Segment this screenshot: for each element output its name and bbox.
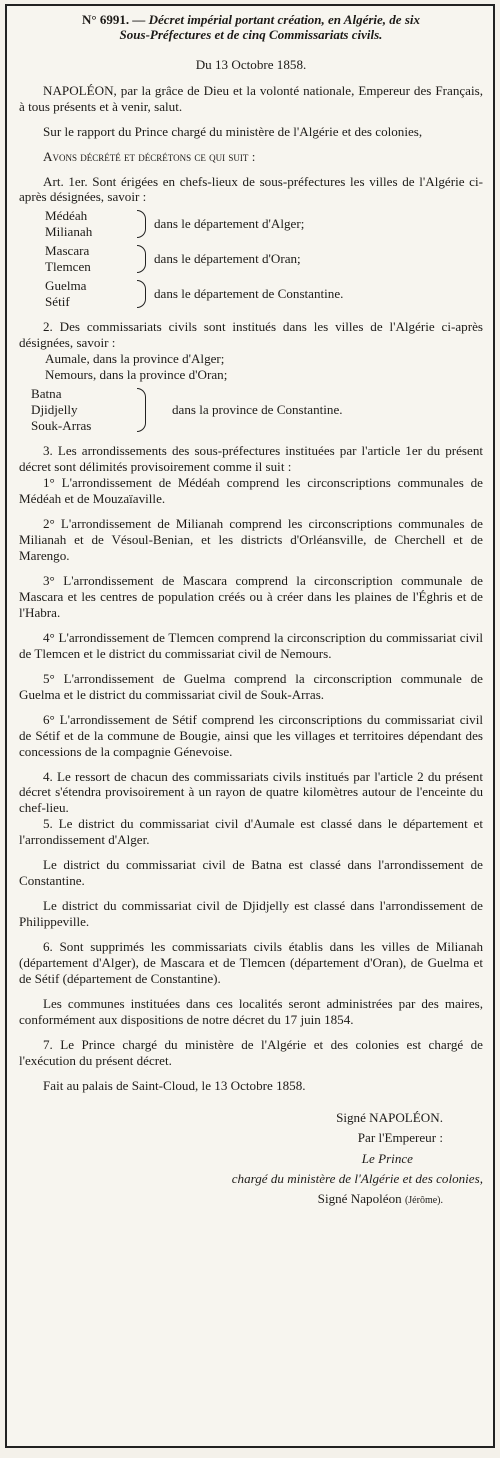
document-page xyxy=(5,4,495,1448)
art3-item-setif: 6° L'arrondissement de Sétif comprend les circonscriptions du commissariat civil de Sétif et de la commune de Bougie, ainsi que les villages et territoires dépendant des concessions de la compagnie Génevoise. xyxy=(19,711,483,759)
signature-block xyxy=(19,1108,483,1209)
article-5-text: 5. Le district du commissariat civil d'Aumale est classé dans le département et l'arrondissement d'Alger. xyxy=(19,816,483,848)
town-name: Milianah xyxy=(45,224,93,240)
decree-title-line1: — Décret impérial portant création, en Algérie, de six xyxy=(132,12,420,27)
article-1-text: Art. 1er. Sont érigées en chefs-lieux de sous-préfectures les villes de l'Algérie ci-après désignées, savoir : xyxy=(19,173,483,205)
brace-icon xyxy=(137,388,146,432)
article-3-text: 3. Les arrondissements des sous-préfectures instituées par l'article 1er du présent décret sont délimités provisoirement comme il suit : xyxy=(19,443,483,474)
article-6-communes: Les communes instituées dans ces localités seront administrées par des maires, conformément aux dispositions de notre décret du 17 juin 1854. xyxy=(19,996,483,1028)
art1-group-constantine xyxy=(45,278,483,310)
signature-name: Signé Napoléon xyxy=(317,1191,402,1207)
group-label: dans le département d'Oran; xyxy=(154,251,301,267)
town-name: Djidjelly xyxy=(31,402,78,418)
town-name: Sétif xyxy=(45,294,70,310)
article-5-batna: Le district du commissariat civil de Batna est classé dans l'arrondissement de Constantine. xyxy=(19,857,483,889)
art3-item-mascara: 3° L'arrondissement de Mascara comprend la circonscription communale de Mascara et les centres de population créés ou à créer dans les plaines de l'Éghris et de l'Habra. xyxy=(19,572,483,620)
preamble-decree: Avons décrété et décrétons ce qui suit : xyxy=(43,148,256,164)
decree-number: N° 6991. xyxy=(81,12,130,27)
art1-group-alger xyxy=(45,208,483,240)
town-name: Mascara xyxy=(45,243,90,259)
article-4-text: 4. Le ressort de chacun des commissariats civils institués par l'article 2 du présent décret s'étendra provisoirement à un rayon de quatre kilomètres autour de l'enceinte du chef-lieu. xyxy=(19,768,483,816)
signature-napoleon: Signé NAPOLÉON. xyxy=(336,1109,443,1125)
art3-item-guelma: 5° L'arrondissement de Guelma comprend la circonscription communale de Guelma et le district du commissariat civil de Souk-Arras. xyxy=(19,670,483,702)
art2-line-nemours: Nemours, dans la province d'Oran; xyxy=(45,367,228,383)
signature-prince: Le Prince xyxy=(361,1150,413,1166)
article-7-text: 7. Le Prince chargé du ministère de l'Algérie et des colonies est chargé de l'exécution du présent décret. xyxy=(19,1037,483,1069)
signature-jerome xyxy=(19,1189,443,1209)
brace-icon xyxy=(137,245,146,273)
art3-item-milianah: 2° L'arrondissement de Milianah comprend les circonscriptions communales de Milianah et de Vésoul-Benian, et les districts d'Orléansville, de Cherchell et de Marengo. xyxy=(19,515,483,563)
art1-group-oran xyxy=(45,243,483,275)
town-name: Batna xyxy=(31,386,62,402)
article-5-djidjelly: Le district du commissariat civil de Djidjelly est classé dans l'arrondissement de Philippeville. xyxy=(19,898,483,930)
art3-item-tlemcen: 4° L'arrondissement de Tlemcen comprend la circonscription du commissariat civil de Tlemcen et le district du commissariat civil de Nemours. xyxy=(19,629,483,661)
signature-par-empereur: Par l'Empereur : xyxy=(357,1130,443,1146)
signature-jerome-label: (Jérôme). xyxy=(404,1195,443,1207)
signature-ministry: chargé du ministère de l'Algérie et des colonies, xyxy=(231,1170,483,1186)
article-2-text: 2. Des commissariats civils sont institués dans les villes de l'Algérie ci-après désignées, savoir : xyxy=(19,319,483,351)
article-6-text: 6. Sont supprimés les commissariats civils établis dans les villes de Milianah (département d'Alger), de Mascara et de Tlemcen (département d'Oran), de Guelma et de Sétif (département de Constantine). xyxy=(19,939,483,987)
town-name: Guelma xyxy=(45,278,87,294)
closing-place-date: Fait au palais de Saint-Cloud, le 13 Octobre 1858. xyxy=(43,1078,306,1093)
preamble-napoleon: NAPOLÉON, par la grâce de Dieu et la volonté nationale, Empereur des Français, à tous présents et à venir, salut. xyxy=(19,82,483,114)
town-name: Souk-Arras xyxy=(31,418,92,434)
decree-title-line2: Sous-Préfectures et de cinq Commissariats civils. xyxy=(119,27,383,43)
group-label: dans le département d'Alger; xyxy=(154,216,305,232)
decree-heading xyxy=(19,12,483,43)
preamble-report: Sur le rapport du Prince chargé du ministère de l'Algérie et des colonies, xyxy=(43,123,423,139)
art2-line-aumale: Aumale, dans la province d'Alger; xyxy=(45,351,225,367)
group-label: dans la province de Constantine. xyxy=(172,402,343,418)
art2-group-constantine xyxy=(31,386,483,434)
group-label: dans le département de Constantine. xyxy=(154,286,344,302)
town-name: Tlemcen xyxy=(45,259,91,275)
brace-icon xyxy=(137,210,146,238)
brace-icon xyxy=(137,280,146,308)
town-name: Médéah xyxy=(45,208,88,224)
decree-date: Du 13 Octobre 1858. xyxy=(195,56,307,72)
art3-item-medeah: 1° L'arrondissement de Médéah comprend les circonscriptions communales de Médéah et de Mouzaïaville. xyxy=(19,474,483,506)
